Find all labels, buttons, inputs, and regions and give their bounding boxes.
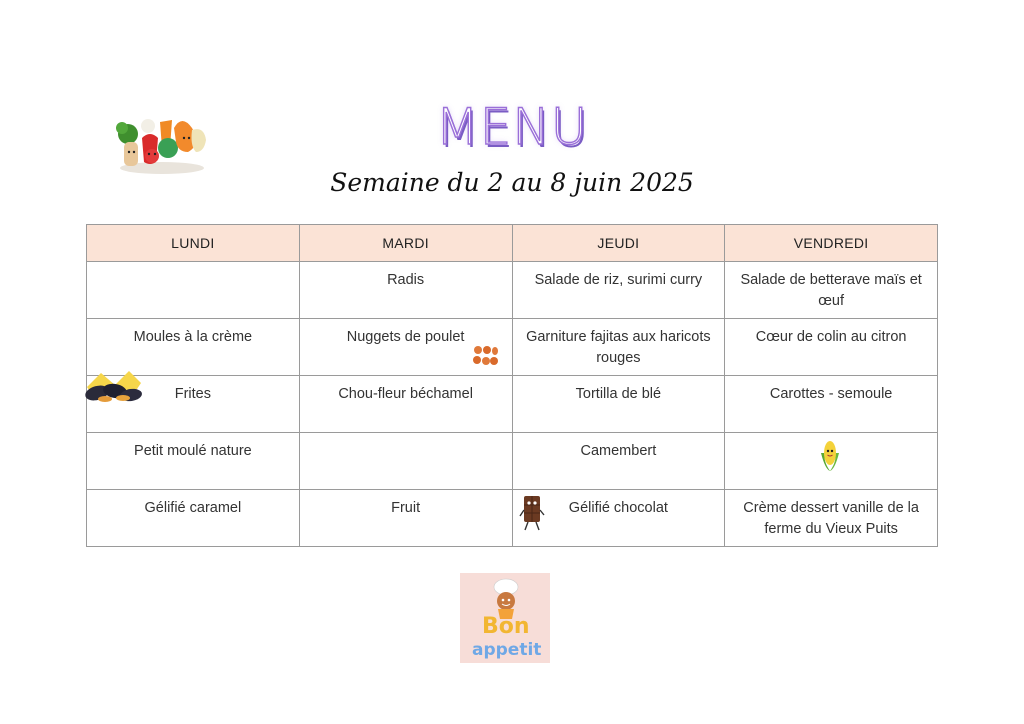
column-header-lundi: LUNDI	[87, 225, 300, 262]
dish-text: Garniture fajitas aux haricots rouges	[526, 329, 711, 366]
table-row	[87, 433, 938, 490]
vegetables-illustration	[112, 108, 212, 178]
menu-cell	[725, 262, 938, 319]
page-title: MENU	[435, 98, 589, 156]
column-header-mardi: MARDI	[299, 225, 512, 262]
dish-text: Gélifié caramel	[144, 500, 242, 516]
table-row	[87, 319, 938, 376]
menu-cell	[512, 433, 725, 490]
menu-cell	[87, 262, 300, 319]
menu-cell	[299, 433, 512, 490]
menu-cell	[512, 319, 725, 376]
table-row	[87, 262, 938, 319]
dish-text: Gélifié chocolat	[568, 500, 668, 516]
menu-cell	[512, 376, 725, 433]
dish-text: Frites	[174, 386, 211, 402]
menu-cell	[725, 433, 938, 490]
menu-cell	[512, 262, 725, 319]
menu-cell	[725, 376, 938, 433]
chocolate-illustration	[519, 494, 545, 532]
menu-cell	[87, 433, 300, 490]
dish-text: Cœur de colin au citron	[755, 329, 907, 345]
corn-illustration	[819, 439, 841, 473]
svg-text:appetit: appetit	[472, 640, 542, 660]
menu-cell	[87, 490, 300, 547]
dish-text: Salade de riz, surimi curry	[534, 272, 703, 288]
menu-cell	[299, 262, 512, 319]
menu-cell	[725, 490, 938, 547]
menu-cell	[299, 319, 512, 376]
table-row	[87, 490, 938, 547]
table-row	[87, 376, 938, 433]
dish-text: Carottes - semoule	[769, 386, 893, 402]
dish-text: Petit moulé nature	[134, 443, 252, 459]
column-header-jeudi: JEUDI	[512, 225, 725, 262]
menu-cell	[299, 490, 512, 547]
week-subtitle: Semaine du 2 au 8 juin 2025	[330, 168, 694, 197]
dish-text: Camembert	[580, 443, 657, 459]
nuggets-illustration	[472, 345, 498, 367]
bon-appetit-logo	[460, 573, 550, 663]
svg-text:Bon: Bon	[482, 614, 530, 639]
menu-cell	[725, 319, 938, 376]
dish-text: Crème dessert vanille de la ferme du Vieux Puits	[743, 500, 919, 537]
dish-text: Moules à la crème	[133, 329, 253, 345]
dish-text: Nuggets de poulet	[346, 329, 465, 345]
menu-cell	[87, 319, 300, 376]
dish-text: Salade de betterave maïs et œuf	[740, 272, 922, 309]
dish-text: Chou-fleur béchamel	[338, 386, 473, 402]
menu-table	[86, 224, 938, 547]
column-header-vendredi: VENDREDI	[725, 225, 938, 262]
dish-text: Fruit	[391, 500, 421, 516]
dish-text: Tortilla de blé	[575, 386, 662, 402]
menu-cell	[512, 490, 725, 547]
header-row	[87, 225, 938, 262]
menu-cell	[87, 376, 300, 433]
dish-text: Radis	[387, 272, 425, 288]
menu-cell	[299, 376, 512, 433]
